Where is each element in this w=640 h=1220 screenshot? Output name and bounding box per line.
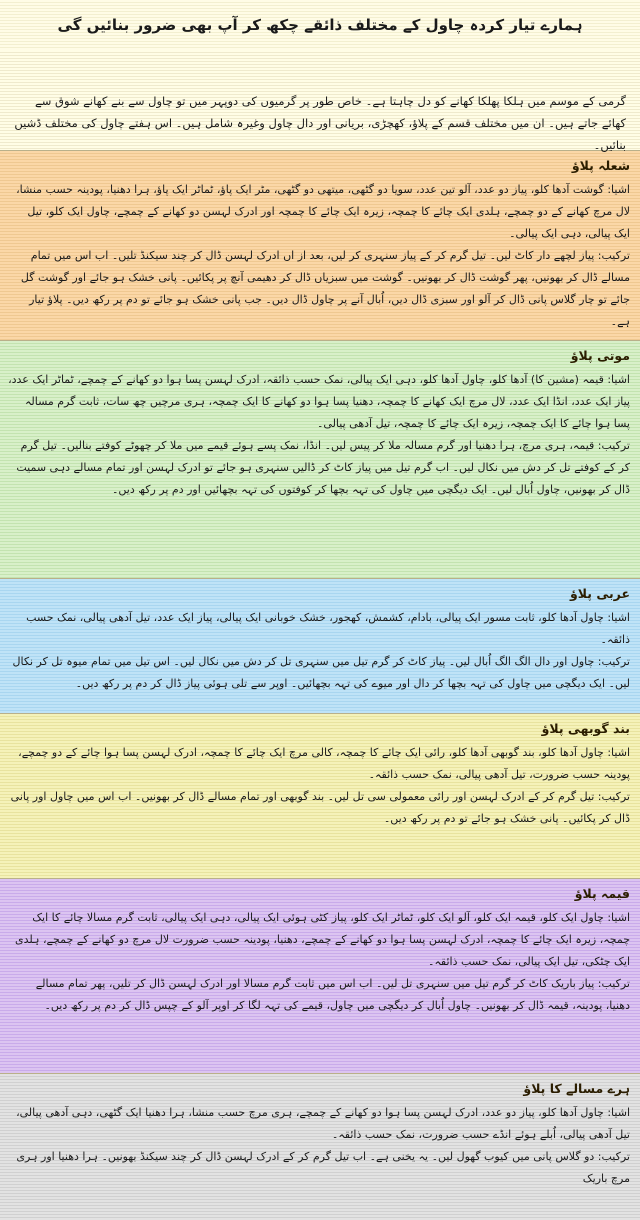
recipe-heading: ہرے مسالے کا پلاؤ xyxy=(523,1081,630,1096)
recipe-heading: بند گوبھی پلاؤ xyxy=(541,721,630,736)
recipe-arabi-pulao xyxy=(0,578,640,713)
recipe-method: ترکیب: قیمہ، ہری مرچ، ہرا دھنیا اور گرم مسالہ ملا کر پیس لیں۔ انڈا، نمک پسے ہوئے قیمے میں ملا کر چھوٹے کوفتے بنالیں۔ تیل گرم کر کے کوفتے تل کر دش میں نکال لیں۔ اب گرم تیل میں پیاز کاٹ کر ڈالیں سنہری ہو جائے تو ادرک لہسن اور تمام مسالے دہی سمیت ڈال کر بھونیں، چاول اُبال لیں۔ ایک دیگچی میں چاول کی تہہ بچھا کر کوفتوں کی تہہ بچھائیں اور دم پر رکھ دیں۔ xyxy=(16,439,630,496)
recipe-shola-pulao xyxy=(0,150,640,340)
recipe-heading: موتی پلاؤ xyxy=(570,348,630,363)
recipe-moti-pulao xyxy=(0,340,640,578)
recipe-method: ترکیب: دو گلاس پانی میں کیوب گھول لیں۔ یہ یخنی ہے۔ اب تیل گرم کر کے ادرک لہسن ڈال کر چند سیکنڈ بھونیں۔ ہرا دھنیا اور ہری مرچ باریک xyxy=(16,1150,630,1185)
recipe-ingredients: اشیا: چاول آدھا کلو، پیاز دو عدد، ادرک لہسن پسا ہوا دو کھانے کے چمچے، ہری مرچ حسب منشا، ہرا دھنیا ایک گٹھی، دہی آدھی پیالی، تیل آدھی پیالی، اُبلے ہوئے انڈے حسب ضرورت، نمک حسب ذائقہ۔ xyxy=(16,1106,630,1141)
recipe-ingredients: اشیا: چاول آدھا کلو، بند گوبھی آدھا کلو، رائی ایک چائے کا چمچہ، کالی مرچ ایک چائے کا چمچہ، ادرک لہسن پسا ہوا چائے کے دو چمچے، پودینہ حسب ضرورت، تیل آدھی پیالی، نمک حسب ذائقہ۔ xyxy=(18,746,630,781)
recipe-qeema-pulao xyxy=(0,878,640,1073)
recipe-method: ترکیب: تیل گرم کر کے ادرک لہسن اور رائی معمولی سی تل لیں۔ بند گوبھی اور تمام مسالے ڈال کر بھونیں۔ اب اس میں چاول اور پانی ڈال کر پکائیں۔ پانی خشک ہو جائے تو دم پر رکھ دیں۔ xyxy=(10,790,630,825)
recipe-ingredients: اشیا: گوشت آدھا کلو، پیاز دو عدد، آلو تین عدد، سویا دو گٹھی، میتھی دو گٹھی، مٹر ایک پاؤ، ٹماٹر ایک پاؤ، ہرا دھنیا، پودینہ حسب منشا، لال مرچ کھانے کے دو چمچے، ہلدی ایک چائے کا چمچہ، زیرہ ایک چائے کا چمچہ اور ادرک لہسن دو کھانے کے چمچے، چاول ایک کلو، تیل ایک پیالی، دہی ایک پیالی۔ xyxy=(16,183,630,240)
recipe-heading: عربی پلاؤ xyxy=(570,586,630,601)
recipe-method: ترکیب: چاول اور دال الگ الگ اُبال لیں۔ پیاز کاٹ کر گرم تیل میں سنہری تل کر دش میں نکال لیں۔ اس تیل میں تمام میوہ تل کر نکال لیں۔ ایک دیگچی میں چاول کی تہہ بچھا کر دال اور میوے کی تہہ بچھائیں۔ اوپر سے تلی ہوئی پیاز ڈال کر دم پر رکھ دیں۔ xyxy=(12,655,630,690)
recipe-method: ترکیب: پیاز باریک کاٹ کر گرم تیل میں سنہری تل لیں۔ اب اس میں ثابت گرم مسالا اور ادرک لہسن ڈال کر تلیں، پھر تمام مسالے دھنیا، پودینہ، قیمہ ڈال کر بھونیں۔ چاول اُبال کر دیگچی میں چاول، قیمے کی تہہ لگا کر اوپر آلو کے چپس ڈال کر دم پر رکھ دیں۔ xyxy=(35,977,630,1012)
recipe-ingredients: اشیا: قیمہ (مشین کا) آدھا کلو، چاول آدھا کلو، دہی ایک پیالی، نمک حسب ذائقہ، ادرک لہسن پسا ہوا دو کھانے کے چمچے، ٹماٹر ایک عدد، پیاز ایک عدد، انڈا ایک عدد، لال مرچ ایک کھانے کا چمچہ، دھنیا پسا ہوا دو کھانے کا ایک چمچہ، ہری مرچیں چھ سات، ثابت گرم مسالہ پسا ہوا چائے کا ایک چمچہ، زیرہ ایک چائے کا چمچہ، تیل آدھی پیالی۔ xyxy=(8,373,630,430)
intro-paragraph: گرمی کے موسم میں ہلکا پھلکا کھانے کو دل چاہتا ہے۔ خاص طور پر گرمیوں کی دوپہر میں تو چاول سے بنے کھانے شوق سے کھائے جاتے ہیں۔ ان میں مختلف قسم کے پلاؤ، کھچڑی، بریانی اور دال چاول وغیرہ شامل ہیں۔ اس ہفتے چاول کی مختلف ڈشیں بنائیں۔ xyxy=(0,50,640,150)
recipe-method: ترکیب: پیاز لچھے دار کاٹ لیں۔ تیل گرم کر کے پیاز سنہری کر لیں، بعد از اں ادرک لہسن ڈال کر چند سیکنڈ تلیں۔ اب اس میں تمام مسالے ڈال کر بھونیں، پھر گوشت ڈال کر بھونیں۔ گوشت میں سبزیاں ڈال کر دھیمی آنچ پر پکائیں۔ پانی خشک ہو جائے اور گوشت گل جائے تو چار گلاس پانی ڈال کر آلو اور سبزی ڈال دیں، اُبال آنے پر چاول ڈال دیں۔ جب پانی خشک ہو جائے تو دم پر رکھ دیں۔ پلاؤ تیار ہے۔ xyxy=(20,249,630,328)
recipe-heading: شعلہ پلاؤ xyxy=(571,158,630,173)
recipe-ingredients: اشیا: چاول ایک کلو، قیمہ ایک کلو، آلو ایک کلو، ٹماٹر ایک کلو، پیاز کٹی ہوئی ایک پیالی، دہی ایک پیالی، ثابت گرم مسالا چائے کا ایک چمچہ، زیرہ ایک چائے کا چمچہ، ادرک لہسن پسا ہوا دو کھانے کے چمچے، دھنیا، پودینہ حسب ضرورت لال مرچ دو کھانے کے چمچے، ہلدی ایک چٹکی، تیل ایک پیالی، نمک حسب ذائقہ۔ xyxy=(15,911,630,968)
recipe-ingredients: اشیا: چاول آدھا کلو، ثابت مسور ایک پیالی، بادام، کشمش، کھجور، خشک خوبانی ایک پیالی، پیاز ایک عدد، تیل آدھی پیالی، نمک حسب ذائقہ۔ xyxy=(26,611,630,646)
recipe-hare-masale-pulao xyxy=(0,1073,640,1220)
recipe-heading: قیمہ پلاؤ xyxy=(574,886,630,901)
page-title: ہمارے تیار کردہ چاول کے مختلف ذائقے چکھ کر آپ بھی ضرور بنائیں گی xyxy=(0,0,640,50)
recipe-band-gobhi-pulao xyxy=(0,713,640,878)
